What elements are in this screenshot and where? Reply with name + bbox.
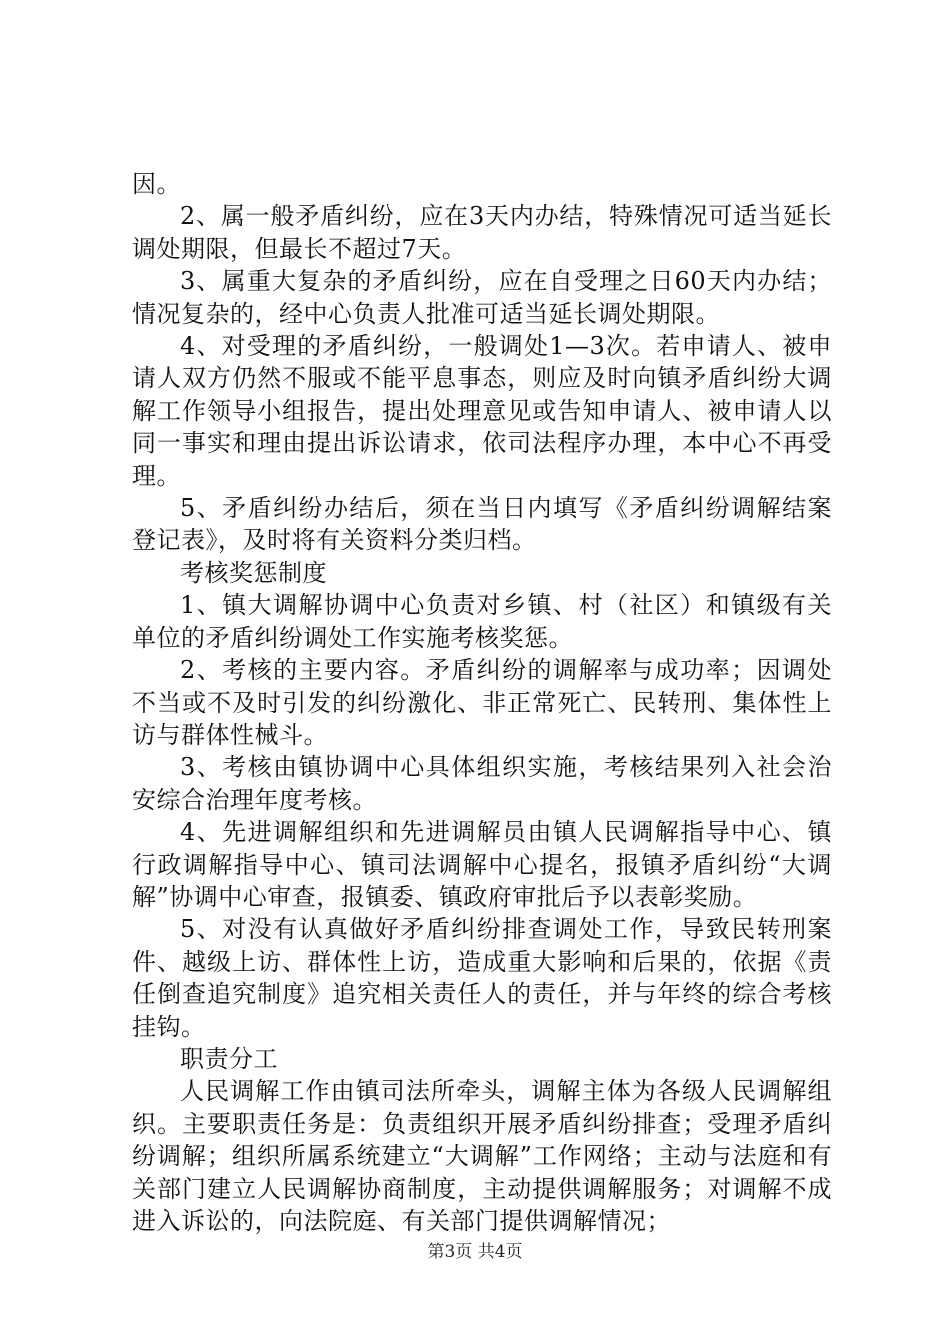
document-body (132, 168, 832, 1237)
paragraph-continuation: 因。 (132, 170, 181, 198)
paragraph-item-3: 3、属重大复杂的矛盾纠纷，应在自受理之日60天内办结；情况复杂的，经中心负责人批准可适当延长调处期限。 (132, 267, 832, 328)
paragraph-item-2: 2、属一般矛盾纠纷，应在3天内办结，特殊情况可适当延长调处期限，但最长不超过7天。 (132, 202, 832, 263)
paragraph-duties: 人民调解工作由镇司法所牵头，调解主体为各级人民调解组织。主要职责任务是：负责组织开展矛盾纠纷排查；受理矛盾纠纷调解；组织所属系统建立“大调解”工作网络；主动与法庭和有关部门建立人民调解协商制度，主动提供调解服务；对调解不成进入诉讼的，向法院庭、有关部门提供调解情况； (132, 1077, 832, 1235)
paragraph-item-5: 5、矛盾纠纷办结后，须在当日内填写《矛盾纠纷调解结案登记表》，及时将有关资料分类归档。 (132, 494, 832, 555)
page-number-footer: 第3页 共4页 (427, 1242, 523, 1262)
section-heading-duties: 职责分工 (180, 1044, 278, 1073)
paragraph-assessment-3: 3、考核由镇协调中心具体组织实施，考核结果列入社会治安综合治理年度考核。 (132, 753, 832, 814)
section-heading-assessment: 考核奖惩制度 (180, 558, 327, 587)
paragraph-assessment-2: 2、考核的主要内容。矛盾纠纷的调解率与成功率；因调处不当或不及时引发的纠纷激化、非正常死亡、民转刑、集体性上访与群体性械斗。 (132, 656, 832, 749)
paragraph-item-4: 4、对受理的矛盾纠纷，一般调处1—3次。若申请人、被申请人双方仍然不服或不能平息事态，则应及时向镇矛盾纠纷大调解工作领导小组报告，提出处理意见或告知申请人、被申请人以同一事实和理由提出诉讼请求，依司法程序办理，本中心不再受理。 (132, 332, 832, 490)
paragraph-assessment-5: 5、对没有认真做好矛盾纠纷排查调处工作，导致民转刑案件、越级上访、群体性上访，造成重大影响和后果的，依据《责任倒查追究制度》追究相关责任人的责任，并与年终的综合考核挂钩。 (132, 915, 832, 1041)
paragraph-assessment-4: 4、先进调解组织和先进调解员由镇人民调解指导中心、镇行政调解指导中心、镇司法调解中心提名，报镇矛盾纠纷“大调解”协调中心审查，报镇委、镇政府审批后予以表彰奖励。 (132, 818, 832, 911)
paragraph-assessment-1: 1、镇大调解协调中心负责对乡镇、村（社区）和镇级有关单位的矛盾纠纷调处工作实施考核奖惩。 (132, 591, 832, 652)
